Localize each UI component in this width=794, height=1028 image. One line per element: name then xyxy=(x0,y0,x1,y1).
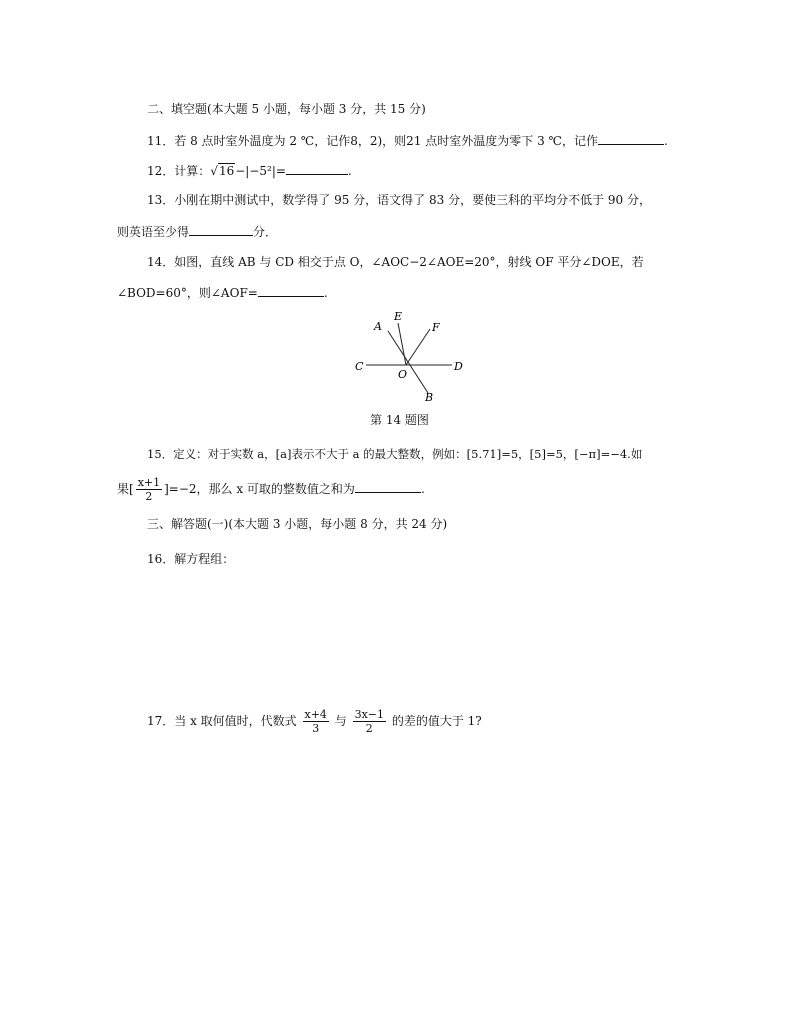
q13-line2-prefix: 则英语至少得 xyxy=(117,225,190,239)
q15-line2-prefix: 果[ xyxy=(117,482,134,496)
q17-frac2-den: 2 xyxy=(365,722,373,735)
q16-text: 16．解方程组： xyxy=(147,552,235,566)
label-b: B xyxy=(425,391,434,404)
q13-line2-suffix: 分． xyxy=(253,225,278,239)
ray-oe xyxy=(398,323,406,365)
q17-frac1-num: x+4 xyxy=(304,708,327,721)
q15-fraction xyxy=(136,476,162,503)
q15-answer-blank[interactable] xyxy=(355,480,421,493)
q13-answer-blank[interactable] xyxy=(189,223,253,236)
q14-line1: 14．如图，直线 AB 与 CD 相交于点 O，∠AOC−2∠AOE=20°，射线 OF 平分∠DOE，若 xyxy=(147,255,644,269)
q13-line1: 13．小刚在期中测试中，数学得了 95 分，语文得了 83 分，要使三科的平均分不低于 90 分， xyxy=(147,193,651,207)
q11-answer-blank[interactable] xyxy=(598,132,664,145)
question-16 xyxy=(147,551,234,567)
q12-middle: −|−5²|= xyxy=(235,164,286,178)
q15-line2-middle: ]=−2，那么 x 可取的整数值之和为 xyxy=(164,482,355,496)
q14-caption-text: 第 14 题图 xyxy=(370,413,429,427)
q17-connector: 与 xyxy=(334,714,347,728)
q17-fraction-2 xyxy=(353,708,386,735)
q17-frac1-den: 3 xyxy=(312,722,320,735)
label-f: F xyxy=(432,321,440,334)
q12-answer-blank[interactable] xyxy=(286,162,348,175)
q12-radicand: 16 xyxy=(218,164,235,178)
question-15-line2 xyxy=(117,474,425,504)
q14-answer-blank[interactable] xyxy=(258,284,324,297)
q15-line2-end: . xyxy=(420,482,425,496)
section3-heading xyxy=(147,516,447,532)
question-14-line1 xyxy=(147,254,644,270)
q17-prefix: 17．当 x 取何值时，代数式 xyxy=(147,714,297,728)
label-a: A xyxy=(374,320,382,333)
q17-frac2-num: 3x−1 xyxy=(354,708,385,721)
q14-figure xyxy=(340,305,480,405)
q14-line2-prefix: ∠BOD=60°，则∠AOF= xyxy=(117,286,258,300)
question-12 xyxy=(147,162,352,179)
question-14-line2 xyxy=(117,284,328,301)
section2-heading-text: 二、填空题(本大题 5 小题，每小题 3 分，共 15 分) xyxy=(147,102,426,116)
label-o: O xyxy=(398,368,408,381)
q17-fraction-1 xyxy=(303,708,329,735)
label-d: D xyxy=(454,360,463,373)
q12-prefix: 12．计算： xyxy=(147,164,211,178)
question-17 xyxy=(147,704,482,738)
section3-heading-text: 三、解答题(一)(本大题 3 小题，每小题 8 分，共 24 分) xyxy=(147,517,448,531)
question-13-line1 xyxy=(147,192,651,208)
question-11 xyxy=(147,132,668,149)
q11-text: 11．若 8 点时室外温度为 2 ℃，记作8，2)，则21 点时室外温度为零下 3 ℃，记作 xyxy=(147,134,598,148)
q12-end: . xyxy=(347,164,352,178)
q11-end: . xyxy=(663,134,668,148)
q17-suffix: 的差的值大于 1? xyxy=(391,714,482,728)
q15-line1: 15．定义：对于实数 a，[a]表示不大于 a 的最大整数，例如：[5.71]=5，[5]=5，[−π]=−4.如 xyxy=(147,447,643,461)
ray-of xyxy=(406,329,430,365)
q14-line2-end: . xyxy=(323,286,328,300)
label-c: C xyxy=(355,360,364,373)
q15-frac-den: 2 xyxy=(145,490,153,503)
sqrt-symbol: √16 xyxy=(210,164,235,178)
q14-figure-caption xyxy=(370,412,429,428)
question-15-line1 xyxy=(147,446,642,462)
q15-frac-num: x+1 xyxy=(137,476,161,489)
section2-heading xyxy=(147,101,426,117)
question-13-line2 xyxy=(117,223,277,240)
label-e: E xyxy=(394,310,403,323)
